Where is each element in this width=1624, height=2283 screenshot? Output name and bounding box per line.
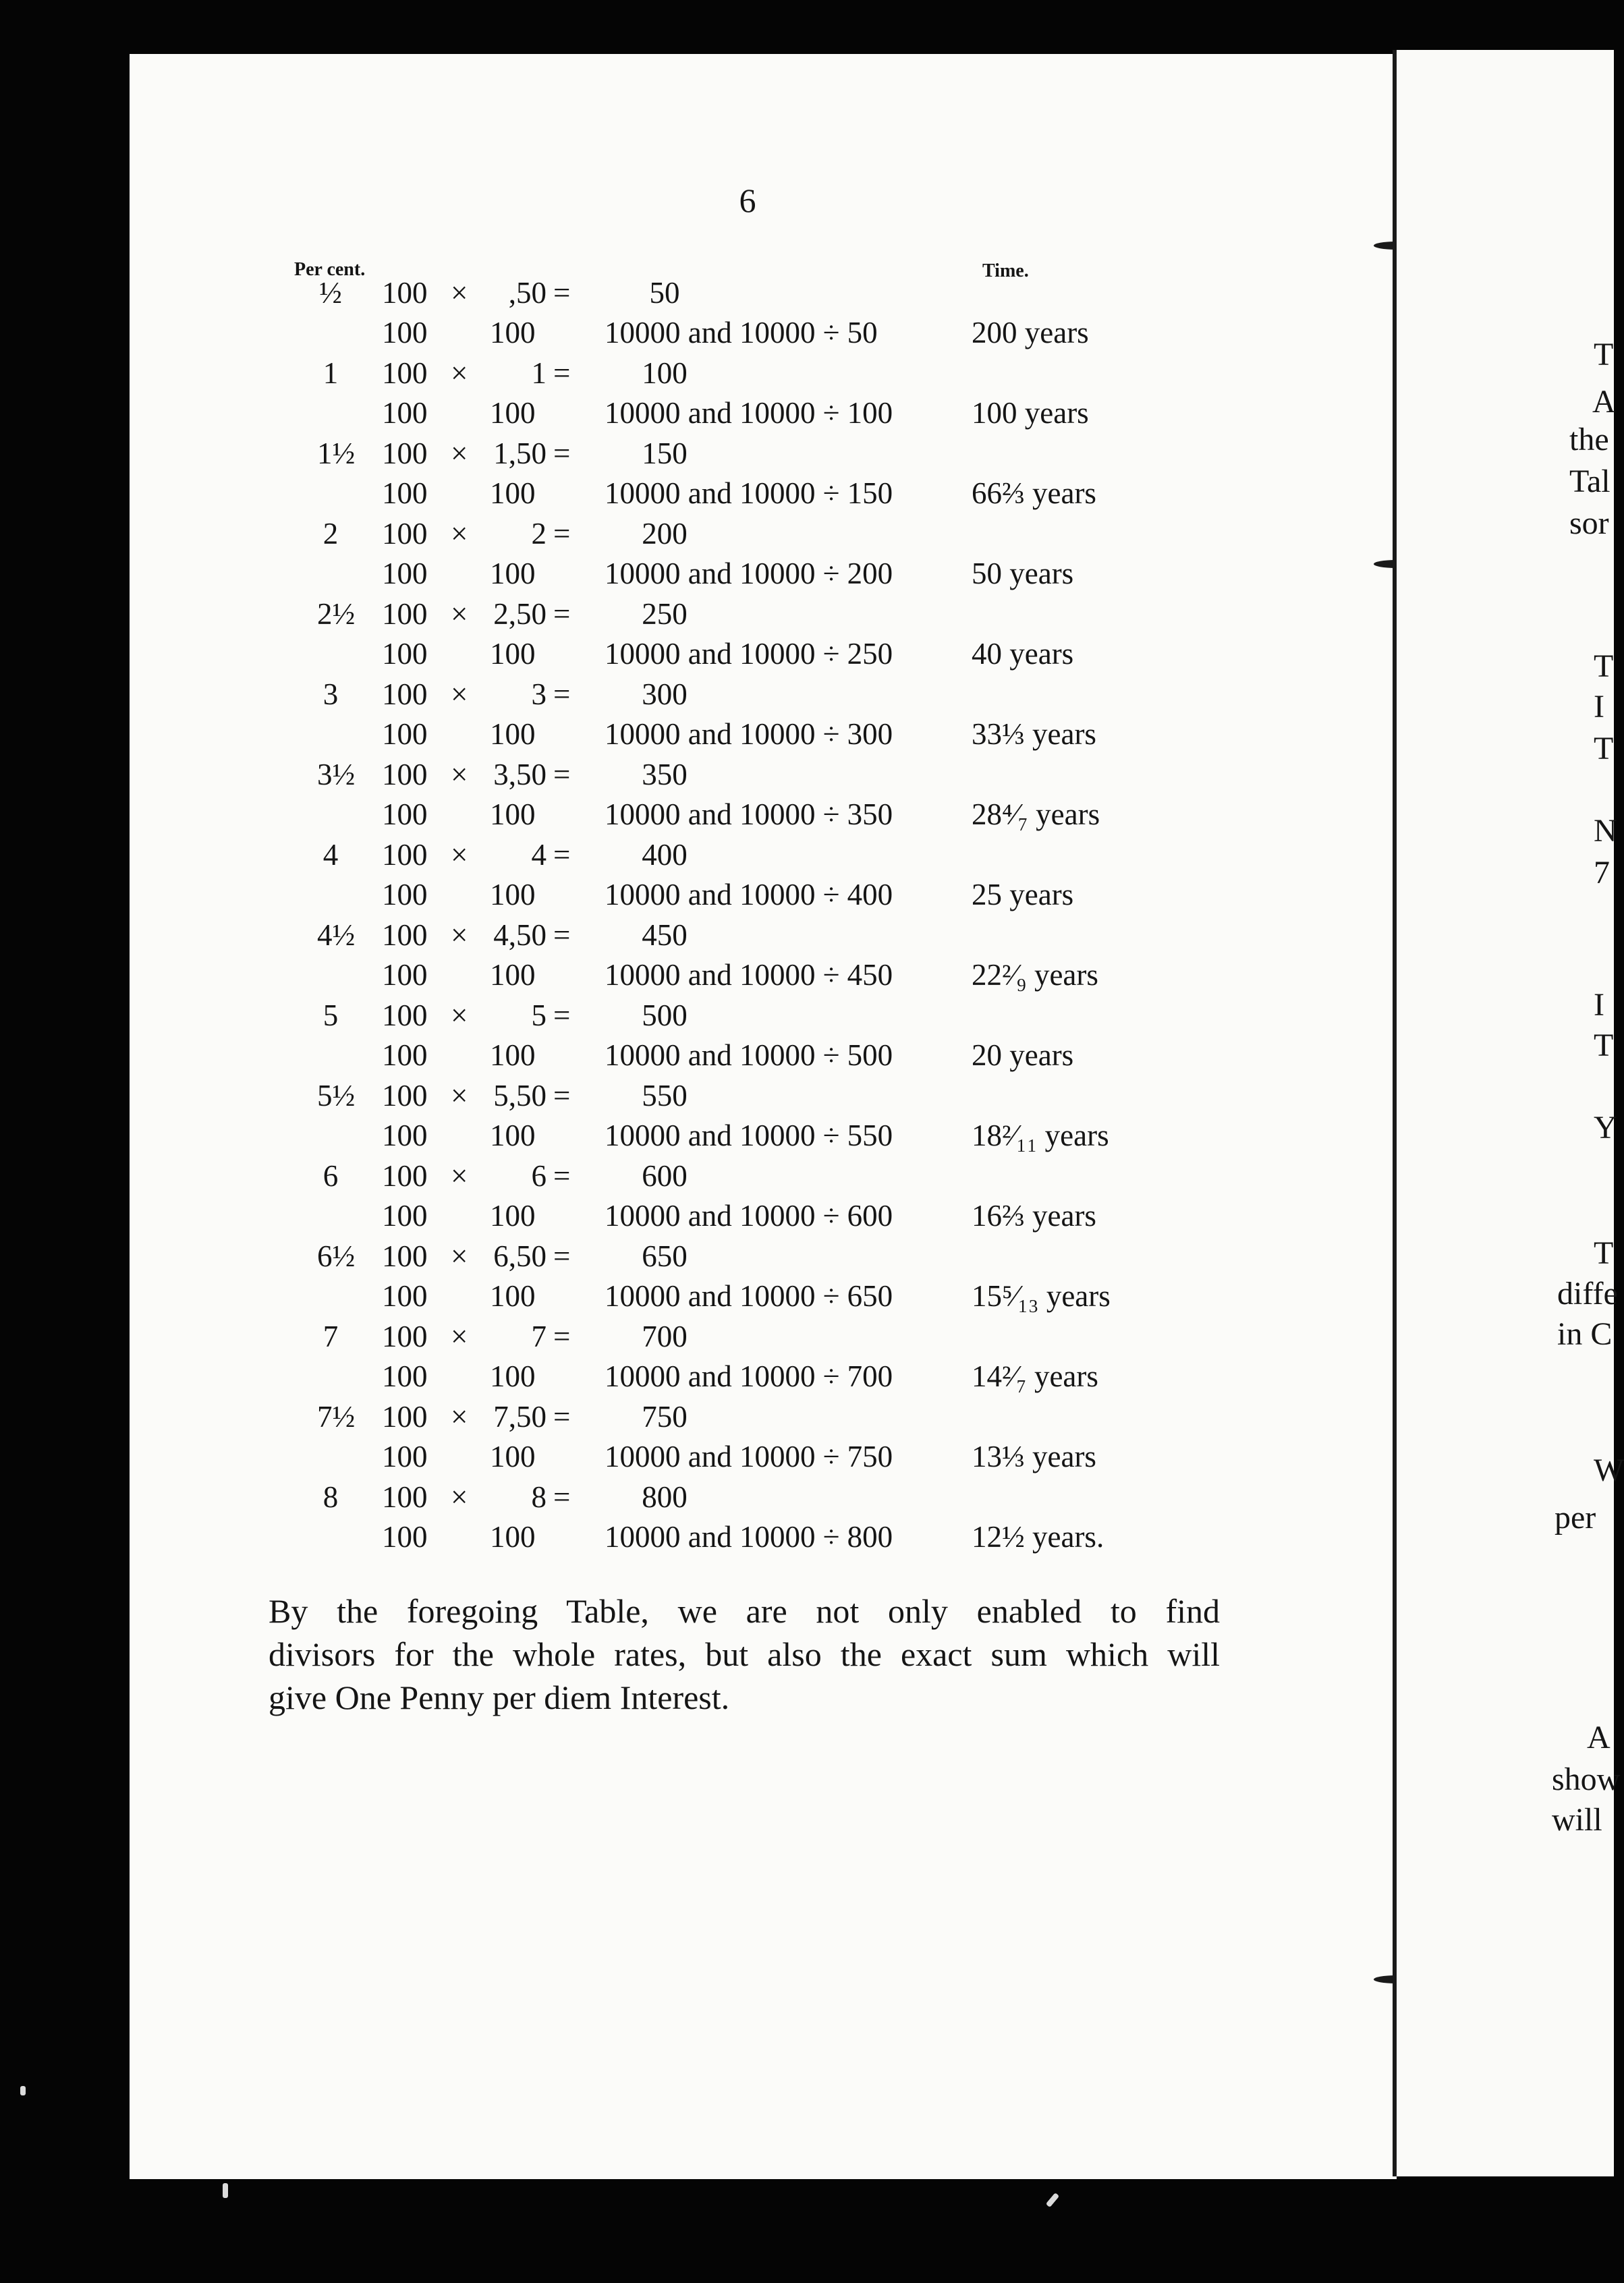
multiplier-cell: 7 [531,1320,547,1353]
time-years-cell: 12½ years. [972,1520,1104,1554]
product-cell: 600 [642,1159,688,1193]
product-cell: 650 [642,1239,688,1273]
product-cell: 250 [642,597,688,631]
denominator-cell: 100 [490,797,536,831]
multiplier-cell: 7,50 [493,1400,547,1434]
facing-page-fragment: diffe [1557,1276,1618,1312]
division-cell: 10000 and 10000 ÷ 100 [605,396,893,430]
facing-page-fragment: W [1594,1453,1624,1488]
multiplicand-cell: 100 [382,1079,428,1112]
division-cell: 10000 and 10000 ÷ 200 [605,557,893,590]
rate-cell: 7 [323,1320,339,1353]
product-cell: 700 [642,1320,688,1353]
denominator-cell: 100 [382,1199,428,1233]
multiplier-cell: 2,50 [493,597,547,631]
facing-page-fragment: T [1594,648,1614,684]
facing-page-fragment: T [1594,337,1614,372]
multiplier-cell: 1,50 [493,436,547,470]
multiplicand-cell: 100 [382,517,428,551]
division-cell: 10000 and 10000 ÷ 750 [605,1440,893,1473]
time-years-cell: 25 years [972,878,1074,911]
denominator-cell: 100 [490,557,536,590]
multiplicand-cell: 100 [382,1480,428,1514]
rate-cell: 7½ [317,1400,356,1434]
denominator-cell: 100 [382,1520,428,1554]
denominator-cell: 100 [490,717,536,751]
denominator-cell: 100 [490,1440,536,1473]
multiplicand-cell: 100 [382,1320,428,1353]
facing-page-fragment: Y [1594,1110,1617,1146]
product-cell: 750 [642,1400,688,1434]
multiplicand-cell: 100 [382,1400,428,1434]
paragraph-line: give One Penny per diem Interest. [269,1679,730,1716]
multiplicand-cell: 100 [382,1239,428,1273]
time-years-cell: 22²⁄₉ years [972,958,1098,992]
division-cell: 10000 and 10000 ÷ 800 [605,1520,893,1554]
facing-page-fragment: A [1587,1720,1611,1755]
denominator-cell: 100 [382,396,428,430]
facing-page-fragment: T [1594,731,1614,766]
times-sign: × [451,276,468,310]
times-sign: × [451,517,468,551]
times-sign: × [451,1159,468,1193]
denominator-cell: 100 [382,717,428,751]
time-years-cell: 20 years [972,1038,1074,1072]
multiplier-cell: 5,50 [493,1079,547,1112]
equals-sign: = [553,1079,571,1112]
product-cell: 400 [642,838,688,872]
multiplicand-cell: 100 [382,838,428,872]
times-sign: × [451,597,468,631]
facing-page-fragment: will [1552,1802,1602,1838]
division-cell: 10000 and 10000 ÷ 550 [605,1119,893,1152]
times-sign: × [451,1320,468,1353]
equals-sign: = [553,918,571,952]
equals-sign: = [553,758,571,791]
product-cell: 350 [642,758,688,791]
equals-sign: = [553,1320,571,1353]
facing-page-fragment: T [1594,1235,1614,1271]
denominator-cell: 100 [490,1520,536,1554]
multiplicand-cell: 100 [382,436,428,470]
rate-cell: 8 [323,1480,339,1514]
times-sign: × [451,1239,468,1273]
rate-cell: 2½ [317,597,356,631]
explanatory-paragraph [269,1589,1220,1719]
equals-sign: = [553,998,571,1032]
rate-cell: 4½ [317,918,356,952]
times-sign: × [451,677,468,711]
time-years-cell: 100 years [972,396,1089,430]
product-cell: 300 [642,677,688,711]
time-years-cell: 16⅔ years [972,1199,1096,1233]
facing-page-fragment: sor [1569,505,1609,541]
times-sign: × [451,356,468,390]
multiplier-cell: 5 [531,998,547,1032]
times-sign: × [451,838,468,872]
denominator-cell: 100 [490,637,536,671]
division-cell: 10000 and 10000 ÷ 50 [605,316,878,349]
denominator-cell: 100 [382,557,428,590]
division-cell: 10000 and 10000 ÷ 150 [605,476,893,510]
equals-sign: = [553,1159,571,1193]
rate-cell: 5 [323,998,339,1032]
multiplier-cell: 6,50 [493,1239,547,1273]
equals-sign: = [553,1400,571,1434]
facing-page-fragment: I [1594,987,1604,1023]
equals-sign: = [553,517,571,551]
multiplicand-cell: 100 [382,758,428,791]
denominator-cell: 100 [382,958,428,992]
times-sign: × [451,436,468,470]
denominator-cell: 100 [382,1359,428,1393]
multiplicand-cell: 100 [382,677,428,711]
facing-page-fragment: the [1569,422,1609,457]
denominator-cell: 100 [382,476,428,510]
denominator-cell: 100 [490,878,536,911]
rate-cell: 3½ [317,758,356,791]
facing-page-fragment: N [1594,813,1617,849]
division-cell: 10000 and 10000 ÷ 600 [605,1199,893,1233]
time-years-cell: 33⅓ years [972,717,1096,751]
product-cell: 50 [649,276,680,310]
denominator-cell: 100 [382,1440,428,1473]
equals-sign: = [553,436,571,470]
denominator-cell: 100 [490,316,536,349]
time-years-cell: 40 years [972,637,1074,671]
time-years-cell: 66⅔ years [972,476,1096,510]
rate-cell: 5½ [317,1079,356,1112]
equals-sign: = [553,1239,571,1273]
rate-cell: 3 [323,677,339,711]
multiplicand-cell: 100 [382,276,428,310]
header-per-cent: Per cent. [294,259,366,280]
facing-page-fragment: A [1592,384,1616,420]
multiplier-cell: 3,50 [493,758,547,791]
paragraph-line: divisors for the whole rates, but also the exact sum which will [269,1635,1220,1673]
times-sign: × [451,1400,468,1434]
division-cell: 10000 and 10000 ÷ 400 [605,878,893,911]
product-cell: 550 [642,1079,688,1112]
times-sign: × [451,1079,468,1112]
division-cell: 10000 and 10000 ÷ 650 [605,1279,893,1313]
multiplier-cell: 4,50 [493,918,547,952]
denominator-cell: 100 [490,958,536,992]
product-cell: 500 [642,998,688,1032]
multiplicand-cell: 100 [382,597,428,631]
equals-sign: = [553,597,571,631]
multiplicand-cell: 100 [382,998,428,1032]
multiplicand-cell: 100 [382,918,428,952]
scan-artifact [1046,2193,1059,2207]
times-sign: × [451,758,468,791]
denominator-cell: 100 [490,1279,536,1313]
multiplicand-cell: 100 [382,356,428,390]
rate-cell: 2 [323,517,339,551]
denominator-cell: 100 [490,1199,536,1233]
times-sign: × [451,918,468,952]
equals-sign: = [553,356,571,390]
division-cell: 10000 and 10000 ÷ 450 [605,958,893,992]
division-cell: 10000 and 10000 ÷ 500 [605,1038,893,1072]
division-cell: 10000 and 10000 ÷ 350 [605,797,893,831]
denominator-cell: 100 [490,476,536,510]
facing-page-fragment: T [1594,1027,1614,1063]
facing-page-fragment: show [1552,1761,1621,1797]
multiplier-cell: 2 [531,517,547,551]
paragraph-line: By the foregoing Table, we are not only enabled to find [269,1592,1220,1630]
times-sign: × [451,1480,468,1514]
denominator-cell: 100 [490,1359,536,1393]
product-cell: 800 [642,1480,688,1514]
product-cell: 100 [642,356,688,390]
equals-sign: = [553,677,571,711]
multiplier-cell: ,50 [508,276,547,310]
facing-page-fragment: per [1555,1500,1596,1535]
multiplier-cell: 4 [531,838,547,872]
denominator-cell: 100 [490,1119,536,1152]
division-cell: 10000 and 10000 ÷ 300 [605,717,893,751]
rate-cell: 1½ [317,436,356,470]
times-sign: × [451,998,468,1032]
denominator-cell: 100 [382,316,428,349]
product-cell: 150 [642,436,688,470]
scan-artifact [20,2086,26,2095]
rate-cell: 4 [323,838,339,872]
rate-cell: 6 [323,1159,339,1193]
facing-page-fragment: I [1594,689,1604,725]
denominator-cell: 100 [382,1279,428,1313]
product-cell: 200 [642,517,688,551]
denominator-cell: 100 [382,637,428,671]
multiplier-cell: 3 [531,677,547,711]
denominator-cell: 100 [382,878,428,911]
equals-sign: = [553,276,571,310]
equals-sign: = [553,1480,571,1514]
rate-cell: 6½ [317,1239,356,1273]
time-years-cell: 13⅓ years [972,1440,1096,1473]
denominator-cell: 100 [382,1119,428,1152]
scan-artifact [223,2183,228,2198]
division-cell: 10000 and 10000 ÷ 700 [605,1359,893,1393]
facing-page-fragment: Tal [1569,463,1611,499]
time-years-cell: 50 years [972,557,1074,590]
time-years-cell: 15⁵⁄₁₃ years [972,1279,1111,1313]
multiplier-cell: 8 [531,1480,547,1514]
product-cell: 450 [642,918,688,952]
equals-sign: = [553,838,571,872]
rate-cell: ½ [319,276,342,310]
division-cell: 10000 and 10000 ÷ 250 [605,637,893,671]
denominator-cell: 100 [382,797,428,831]
denominator-cell: 100 [382,1038,428,1072]
header-time: Time. [982,260,1029,281]
multiplier-cell: 6 [531,1159,547,1193]
multiplicand-cell: 100 [382,1159,428,1193]
denominator-cell: 100 [490,1038,536,1072]
multiplier-cell: 1 [531,356,547,390]
time-years-cell: 28⁴⁄₇ years [972,797,1100,831]
rate-cell: 1 [323,356,339,390]
facing-page-fragment: in C [1557,1316,1613,1352]
facing-page-fragment: 7 [1594,855,1610,891]
denominator-cell: 100 [490,396,536,430]
time-years-cell: 200 years [972,316,1089,349]
facing-page-edge [1397,50,1614,2176]
time-years-cell: 14²⁄₇ years [972,1359,1098,1393]
page-number: 6 [739,181,756,219]
time-years-cell: 18²⁄₁₁ years [972,1119,1109,1152]
